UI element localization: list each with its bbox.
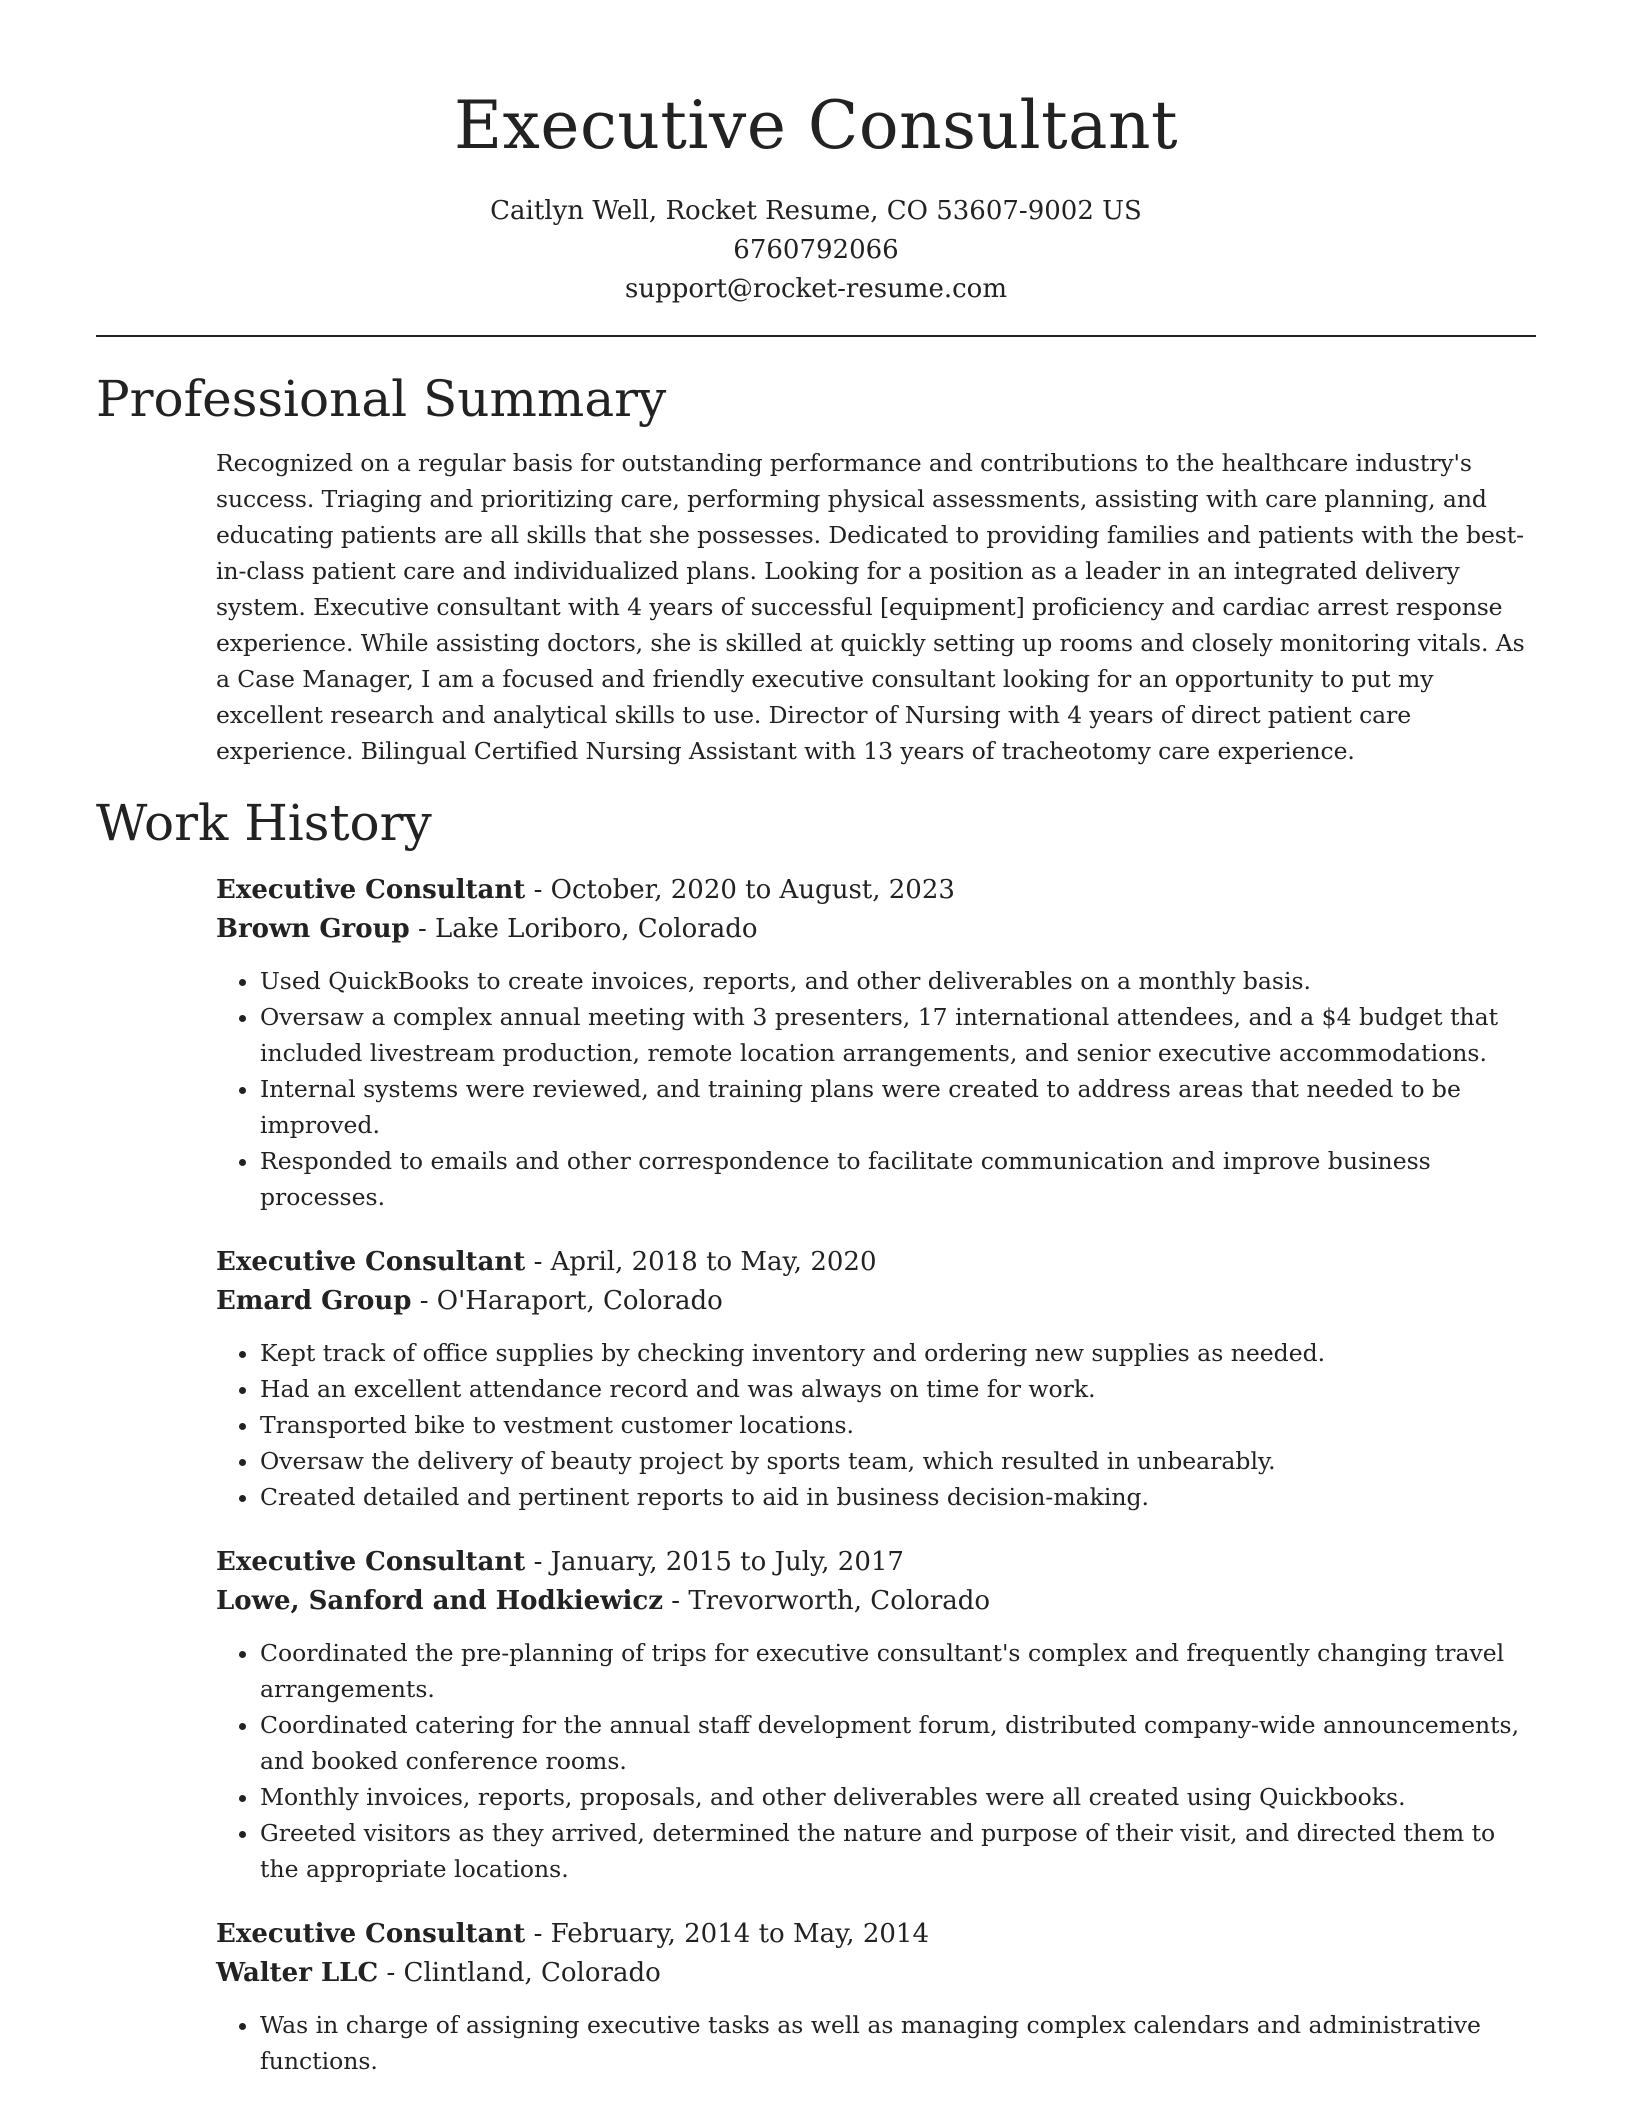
job-entry [216, 871, 1536, 1215]
job-bullet: • Was in charge of assigning executive tasks as well as managing complex calendars and administrative functions. [260, 2007, 1536, 2079]
job-bullet: • Transported bike to vestment customer locations. [260, 1407, 1536, 1443]
job-title: Executive Consultant [216, 1247, 526, 1277]
job-bullet: • Oversaw the delivery of beauty project by sports team, which resulted in unbearably. [260, 1443, 1536, 1479]
job-dates: - April, 2018 to May, 2020 [525, 1247, 877, 1277]
job-bullet: • Internal systems were reviewed, and training plans were created to address areas that needed to be improved. [260, 1071, 1536, 1143]
job-entry [216, 1543, 1536, 1887]
job-location: - O'Haraport, Colorado [411, 1286, 723, 1316]
job-bullet-list [216, 963, 1536, 1215]
header-divider [96, 335, 1536, 337]
job-bullet: • Had an excellent attendance record and was always on time for work. [260, 1371, 1536, 1407]
job-title-line [216, 871, 1536, 910]
job-bullet-list [216, 1635, 1536, 1887]
job-location: - Clintland, Colorado [378, 1958, 661, 1988]
job-company-line [216, 1954, 1536, 1993]
job-bullet: • Oversaw a complex annual meeting with 3 presenters, 17 international attendees, and a $4 budget that included livestream production, remote location arrangements, and senior executive accommodations. [260, 999, 1536, 1071]
resume-title: Executive Consultant [453, 87, 1178, 164]
job-company-line [216, 1582, 1536, 1621]
job-company: Walter LLC [216, 1958, 379, 1988]
contact-phone: 6760792066 [733, 235, 899, 265]
job-bullet: • Greeted visitors as they arrived, determined the nature and purpose of their visit, and directed them to the appropriate locations. [260, 1815, 1536, 1887]
job-entry [216, 1243, 1536, 1515]
job-company: Lowe, Sanford and Hodkiewicz [216, 1586, 663, 1616]
job-dates: - October, 2020 to August, 2023 [525, 875, 955, 905]
job-bullet: • Created detailed and pertinent reports to aid in business decision-making. [260, 1479, 1536, 1515]
job-title-line [216, 1243, 1536, 1282]
job-title: Executive Consultant [216, 1919, 526, 1949]
contact-email: support@rocket-resume.com [624, 274, 1007, 304]
job-bullet-list [216, 2007, 1536, 2079]
job-title-line [216, 1543, 1536, 1582]
job-bullet: • Coordinated the pre-planning of trips for executive consultant's complex and frequently changing travel arrangements. [260, 1635, 1536, 1707]
job-dates: - January, 2015 to July, 2017 [525, 1547, 904, 1577]
job-dates: - February, 2014 to May, 2014 [525, 1919, 929, 1949]
job-entry [216, 1915, 1536, 2079]
summary-text: Recognized on a regular basis for outstanding performance and contributions to the healthcare industry's success. Triaging and prioritizing care, performing physical assessments, assisting with care planning, and educating patients are all skills that she possesses. Dedicated to providing families and patients with the best-in-class patient care and individualized plans. Looking for a position as a leader in an integrated delivery system. Executive consultant with 4 years of successful [equipment] proficiency and cardiac arrest response experience. While assisting doctors, she is skilled at quickly setting up rooms and closely monitoring vitals. As a Case Manager, I am a focused and friendly executive consultant looking for an opportunity to put my excellent research and analytical skills to use. Director of Nursing with 4 years of direct patient care experience. Bilingual Certified Nursing Assistant with 13 years of tracheotomy care experience. [216, 449, 1525, 765]
job-location: - Trevorworth, Colorado [663, 1586, 991, 1616]
contact-info [96, 192, 1536, 309]
job-company: Brown Group [216, 914, 410, 944]
job-bullet: • Monthly invoices, reports, proposals, and other deliverables were all created using Quickbooks. [260, 1779, 1536, 1815]
job-bullet: • Coordinated catering for the annual staff development forum, distributed company-wide announcements, and booked conference rooms. [260, 1707, 1536, 1779]
job-company-line [216, 910, 1536, 949]
job-bullet: • Responded to emails and other correspondence to facilitate communication and improve business processes. [260, 1143, 1536, 1215]
job-bullet-list [216, 1335, 1536, 1515]
job-title-line [216, 1915, 1536, 1954]
job-location: - Lake Loriboro, Colorado [409, 914, 758, 944]
job-company: Emard Group [216, 1286, 412, 1316]
work-history-heading: Work History [96, 794, 432, 852]
contact-address: Caitlyn Well, Rocket Resume, CO 53607-9002 US [490, 196, 1142, 226]
job-bullet: • Kept track of office supplies by checking inventory and ordering new supplies as needed. [260, 1335, 1536, 1371]
job-title: Executive Consultant [216, 875, 526, 905]
job-bullet: • Used QuickBooks to create invoices, reports, and other deliverables on a monthly basis. [260, 963, 1536, 999]
job-company-line [216, 1282, 1536, 1321]
job-title: Executive Consultant [216, 1547, 526, 1577]
summary-heading: Professional Summary [96, 370, 667, 428]
